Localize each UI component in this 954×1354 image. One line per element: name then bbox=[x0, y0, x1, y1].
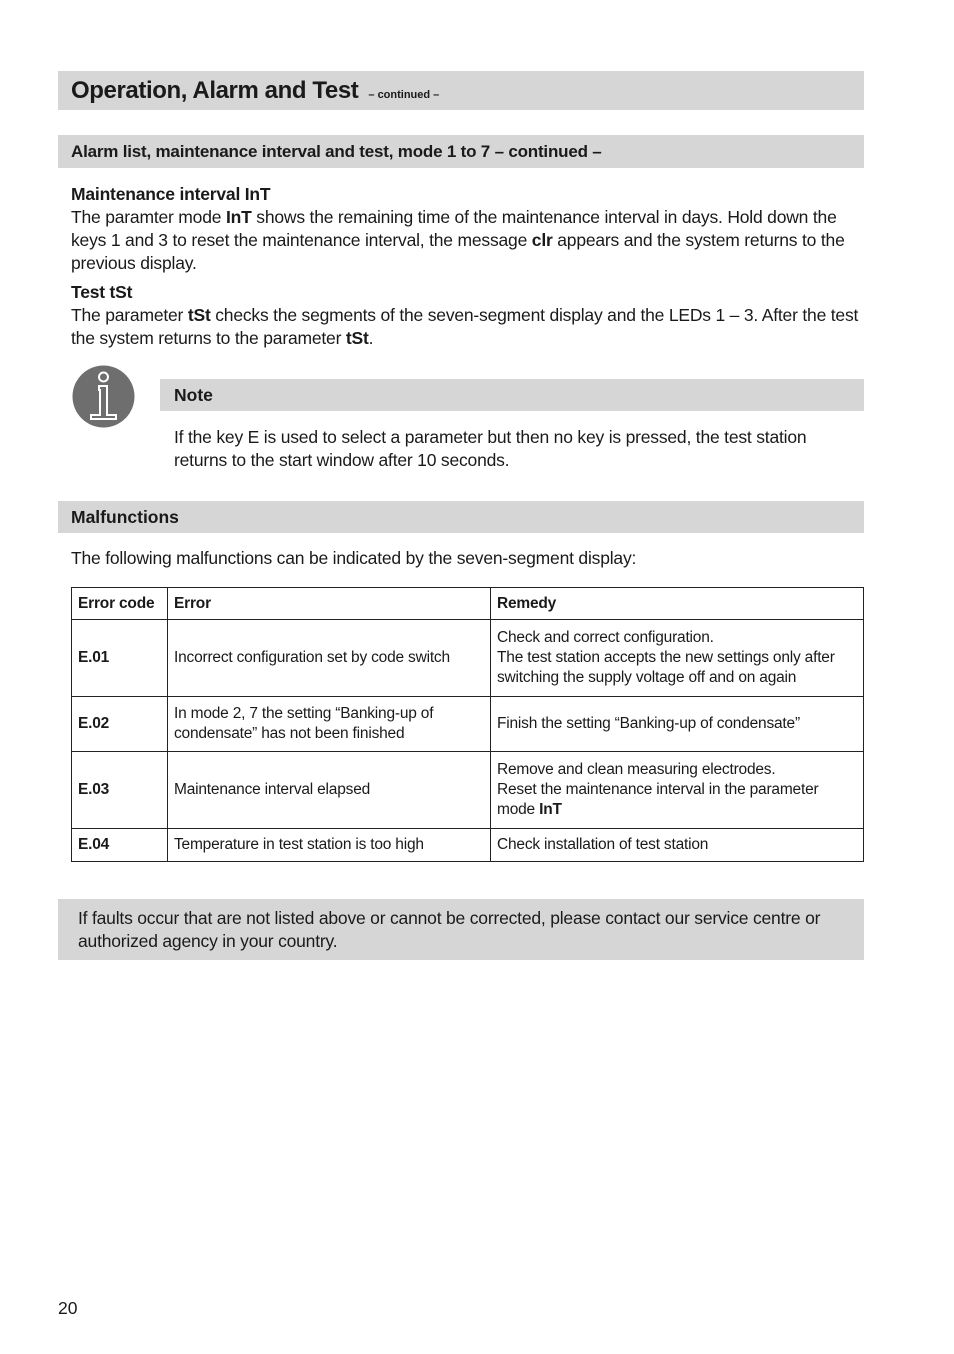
table-row bbox=[72, 620, 864, 697]
page-subtitle: – continued – bbox=[368, 89, 440, 101]
param-tst: tSt bbox=[187, 305, 211, 325]
text-run: appears and the system returns to the previous display. bbox=[71, 230, 845, 273]
error-code-cell: E.03 bbox=[72, 752, 168, 829]
malfunctions-heading: Malfunctions bbox=[58, 501, 864, 533]
error-cell: Incorrect configuration set by code switch bbox=[168, 620, 491, 697]
text-run: . bbox=[368, 328, 374, 348]
remedy-cell bbox=[491, 752, 864, 829]
param-tst: tSt bbox=[345, 328, 369, 348]
text-run: The paramter mode bbox=[71, 207, 226, 227]
remedy-line bbox=[497, 780, 857, 820]
param-int: InT bbox=[539, 801, 562, 818]
contact-notice: If faults occur that are not listed above or cannot be corrected, please contact our service centre or authorized agency in your country. bbox=[58, 899, 864, 960]
table-row bbox=[72, 752, 864, 829]
error-cell: In mode 2, 7 the setting “Banking-up of condensate” has not been finished bbox=[168, 697, 491, 752]
error-code-cell: E.02 bbox=[72, 697, 168, 752]
header-remedy: Remedy bbox=[491, 588, 864, 620]
header-error: Error bbox=[168, 588, 491, 620]
text-run: shows the remaining time of the maintenance interval in days. Hold down the keys 1 and 3 to reset the maintenance interval, the message bbox=[71, 207, 837, 250]
test-section bbox=[71, 281, 861, 350]
test-heading: Test tSt bbox=[71, 282, 133, 302]
text-run: The parameter bbox=[71, 305, 188, 325]
param-int: InT bbox=[225, 207, 252, 227]
remedy-line: The test station accepts the new settings only after switching the supply voltage off and on again bbox=[497, 649, 835, 686]
remedy-line: Check and correct configuration. bbox=[497, 629, 714, 646]
page-title: Operation, Alarm and Test bbox=[71, 77, 359, 104]
malfunctions-intro: The following malfunctions can be indicated by the seven-segment display: bbox=[71, 548, 637, 568]
error-cell: Temperature in test station is too high bbox=[168, 829, 491, 862]
header-error-code: Error code bbox=[72, 588, 168, 620]
maintenance-paragraph bbox=[71, 206, 861, 275]
info-icon bbox=[72, 365, 135, 428]
remedy-cell: Finish the setting “Banking-up of condensate” bbox=[491, 697, 864, 752]
table-header-row bbox=[72, 588, 864, 620]
error-cell: Maintenance interval elapsed bbox=[168, 752, 491, 829]
text-run: Reset the maintenance interval in the parameter mode bbox=[497, 781, 819, 818]
page-title-bar bbox=[58, 71, 864, 110]
table-row bbox=[72, 829, 864, 862]
table-row bbox=[72, 697, 864, 752]
error-table bbox=[71, 587, 864, 862]
remedy-line: Remove and clean measuring electrodes. bbox=[497, 761, 776, 778]
remedy-cell: Check installation of test station bbox=[491, 829, 864, 862]
section-heading: Alarm list, maintenance interval and test, mode 1 to 7 – continued – bbox=[58, 135, 864, 168]
error-code-cell: E.01 bbox=[72, 620, 168, 697]
error-code-cell: E.04 bbox=[72, 829, 168, 862]
maintenance-heading: Maintenance interval InT bbox=[71, 184, 271, 204]
maintenance-section bbox=[71, 183, 861, 275]
param-clr: clr bbox=[531, 230, 553, 250]
note-title: Note bbox=[160, 379, 864, 411]
remedy-cell bbox=[491, 620, 864, 697]
test-paragraph bbox=[71, 304, 861, 350]
note-text: If the key E is used to select a parameter but then no key is pressed, the test station returns to the start window after 10 seconds. bbox=[174, 427, 807, 470]
text-run: checks the segments of the seven-segment display and the LEDs 1 – 3. After the test the system returns to the parameter bbox=[71, 305, 859, 348]
page-number: 20 bbox=[58, 1298, 78, 1318]
